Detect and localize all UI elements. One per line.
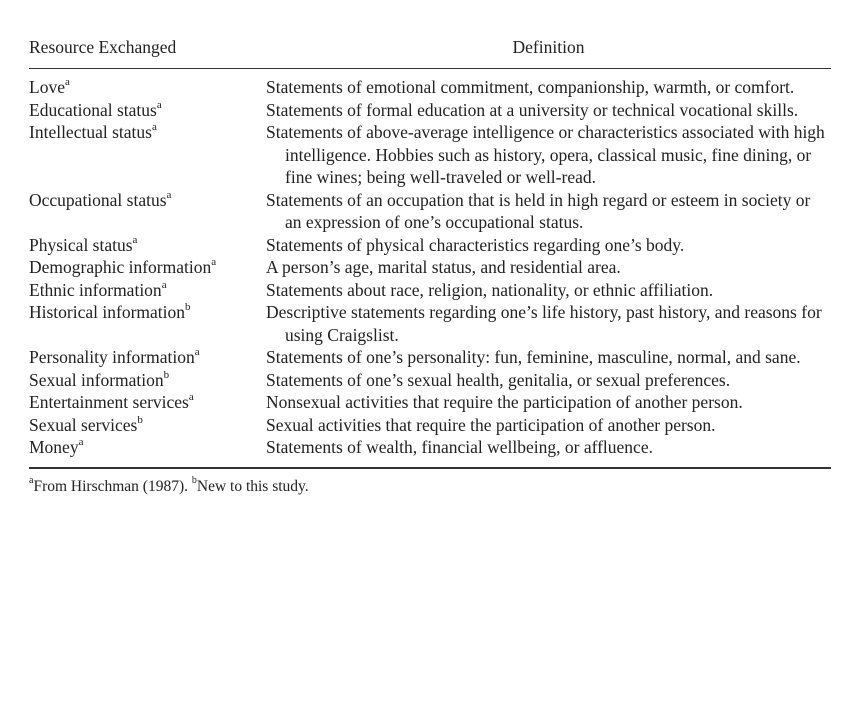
definition-cell: Statements of above-average intelligence or characteristics associated with high intelligence. Hobbies such as history, opera, classical music, fine dining, or fine wines; being well-traveled or well-read.: [266, 122, 825, 187]
resource-name: Demographic information: [29, 257, 212, 277]
resource-note-mark: a: [188, 391, 194, 404]
definition-cell: Statements of wealth, financial wellbeing, or affluence.: [266, 437, 653, 457]
table-row: [29, 346, 831, 369]
table-row: [29, 414, 831, 437]
footnote-a-mark: a: [29, 475, 34, 487]
resource-name: Sexual information: [29, 369, 164, 390]
resource-note-mark: a: [166, 188, 172, 201]
resource-cell: [29, 256, 266, 279]
resource-cell: [29, 99, 266, 122]
table-row: [29, 189, 831, 234]
resource-cell: [29, 76, 266, 99]
table-footnote: [29, 475, 831, 496]
resource-note-mark: b: [163, 368, 170, 381]
resource-name: Entertainment services: [29, 392, 189, 412]
resource-cell: [29, 414, 266, 437]
table-row: [29, 76, 831, 99]
resource-note-mark: a: [78, 436, 84, 449]
resource-cell: [29, 346, 266, 369]
table-row: [29, 121, 831, 189]
resource-name: Physical status: [29, 234, 133, 255]
definition-cell: Statements of an occupation that is held in high regard or esteem in society or an expression of one’s occupational status.: [266, 189, 811, 232]
resource-name: Ethnic information: [29, 279, 162, 300]
definition-cell: Sexual activities that require the participation of another person.: [266, 414, 716, 435]
table-body: [29, 69, 831, 467]
definition-cell: Statements of formal education at a university or technical vocational skills.: [266, 99, 799, 120]
resource-name: Educational status: [29, 99, 157, 120]
resource-table: [29, 36, 831, 496]
resource-note-mark: a: [156, 98, 162, 111]
table-row: [29, 369, 831, 392]
resource-note-mark: b: [137, 413, 143, 426]
resource-note-mark: a: [64, 76, 70, 89]
resource-cell: [29, 301, 266, 346]
definition-cell: Statements of physical characteristics regarding one’s body.: [266, 234, 685, 255]
resource-note-mark: a: [151, 121, 157, 134]
footnote-a-text: From Hirschman (1987).: [33, 477, 188, 495]
resource-name: Sexual services: [29, 414, 138, 435]
resource-note-mark: a: [194, 346, 200, 359]
footnote-b-mark: b: [191, 475, 197, 487]
resource-cell: [29, 234, 266, 257]
table-row: [29, 301, 831, 346]
header-resource: Resource Exchanged: [29, 37, 177, 57]
resource-name: Money: [29, 437, 79, 457]
definition-cell: Statements of emotional commitment, companionship, warmth, or comfort.: [266, 77, 795, 97]
resource-name: Love: [29, 77, 65, 97]
resource-name: Occupational status: [29, 189, 167, 210]
resource-note-mark: a: [132, 233, 138, 246]
resource-cell: [29, 189, 266, 234]
definition-cell: Nonsexual activities that require the participation of another person.: [266, 392, 743, 412]
definition-cell: Descriptive statements regarding one’s life history, past history, and reasons for using Craigslist.: [266, 302, 822, 345]
resource-name: Personality information: [29, 347, 195, 367]
bottom-rule: [29, 467, 831, 469]
resource-cell: [29, 279, 266, 302]
definition-cell: Statements of one’s sexual health, genitalia, or sexual preferences.: [266, 369, 731, 390]
table-row: [29, 391, 831, 414]
resource-note-mark: a: [161, 278, 167, 291]
table-row: [29, 99, 831, 122]
table-row: [29, 256, 831, 279]
resource-cell: [29, 391, 266, 414]
table-row: [29, 436, 831, 459]
header-definition: Definition: [512, 37, 585, 57]
table-header: [29, 36, 831, 58]
definition-cell: Statements of one’s personality: fun, feminine, masculine, normal, and sane.: [266, 347, 801, 367]
table-row: [29, 234, 831, 257]
resource-note-mark: a: [211, 256, 217, 269]
resource-note-mark: b: [185, 301, 191, 314]
resource-cell: [29, 369, 266, 392]
table-row: [29, 279, 831, 302]
footnote-b-text: New to this study.: [196, 477, 309, 495]
resource-cell: [29, 121, 266, 189]
resource-name: Intellectual status: [29, 122, 152, 142]
resource-cell: [29, 436, 266, 459]
resource-name: Historical information: [29, 302, 186, 322]
definition-cell: A person’s age, marital status, and residential area.: [266, 257, 621, 277]
definition-cell: Statements about race, religion, nationality, or ethnic affiliation.: [266, 279, 714, 300]
